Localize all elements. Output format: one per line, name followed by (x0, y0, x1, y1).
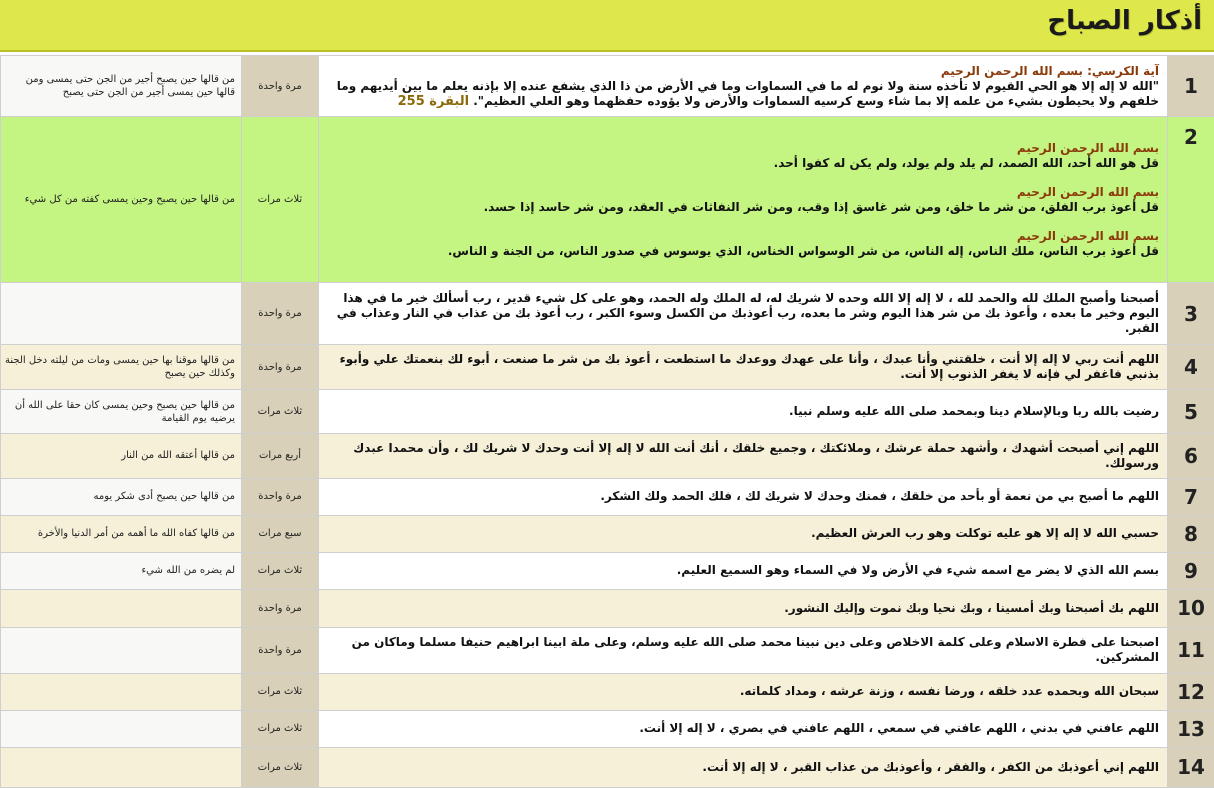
dhikr-text-cell: اللهم إني أصبحت أشهدك ، وأشهد حملة عرشك ، وملائكتك ، وجميع خلقك ، أنك أنت الله لا إله إلا أنت وحدك لا شريك لك ، وأن محمدا عبدك ورسولك. (319, 434, 1168, 478)
row-number: 5 (1168, 390, 1214, 434)
row-number: 7 (1168, 478, 1214, 515)
dhikr-text-cell: اللهم عافني في بدني ، اللهم عافني في سمعي ، اللهم عافني في بصري ، لا إله إلا أنت. (319, 710, 1168, 747)
dhikr-text-cell: سبحان الله وبحمده عدد خلقه ، ورضا نفسه ، وزنة عرشه ، ومداد كلماته. (319, 673, 1168, 710)
repetition-cell: ثلاث مرات (242, 710, 319, 747)
virtue-cell: لم يضره من الله شيء (1, 552, 242, 589)
row-number: 4 (1168, 345, 1214, 390)
virtue-cell (1, 710, 242, 747)
table-row (1, 673, 1214, 710)
virtue-cell: من قالها حين يصبح وحين يمسى كان حقا على الله أن يرضيه يوم القيامة (1, 390, 242, 434)
surah-falaq: قل أعوذ برب الفلق، من شر ما خلق، ومن شر غاسق إذا وقب، ومن شر النفاثات في العقد، ومن شر حاسد إذا حسد. (483, 199, 1159, 214)
repetition-cell: مرة واحدة (242, 283, 319, 345)
dhikr-text-cell (319, 117, 1168, 283)
table-row (1, 747, 1214, 787)
dhikr-text-cell: بسم الله الذي لا يضر مع اسمه شيء في الأرض ولا في السماء وهو السميع العليم. (319, 552, 1168, 589)
repetition-cell: مرة واحدة (242, 478, 319, 515)
table-row (1, 478, 1214, 515)
repetition-cell: أربع مرات (242, 434, 319, 478)
table-row (1, 117, 1214, 283)
table-row (1, 589, 1214, 627)
repetition-cell: مرة واحدة (242, 56, 319, 117)
virtue-cell (1, 673, 242, 710)
row-number: 13 (1168, 710, 1214, 747)
quran-reference: البقرة 255 (397, 93, 470, 109)
row-number: 1 (1168, 56, 1214, 117)
surah-ikhlas: قل هو الله أحد، الله الصمد، لم يلد ولم يولد، ولم يكن له كفوا أحد. (773, 155, 1159, 170)
table-row (1, 283, 1214, 345)
row-number: 8 (1168, 515, 1214, 552)
surah-nas: قل أعوذ برب الناس، ملك الناس، إله الناس، من شر الوسواس الخناس، الذي يوسوس في صدور الناس، من الجنة و الناس. (447, 243, 1159, 258)
repetition-cell: مرة واحدة (242, 627, 319, 673)
azkar-table (0, 55, 1214, 788)
header-bar (0, 0, 1214, 52)
row-number: 12 (1168, 673, 1214, 710)
virtue-cell: من قالها أعتقه الله من النار (1, 434, 242, 478)
virtue-cell: من قالها حين يصبح أجير من الجن حتى يمسى ومن قالها حين يمسى أجير من الجن حتى يصبح (1, 56, 242, 117)
dhikr-text-cell: اللهم بك أصبحنا وبك أمسينا ، وبك نحيا وبك نموت وإليك النشور. (319, 589, 1168, 627)
virtue-cell (1, 747, 242, 787)
virtue-cell (1, 589, 242, 627)
table-row (1, 515, 1214, 552)
ayat-kursi-heading: آية الكرسي: بسم الله الرحمن الرحيم (940, 63, 1159, 78)
repetition-cell: ثلاث مرات (242, 747, 319, 787)
repetition-cell: ثلاث مرات (242, 552, 319, 589)
repetition-cell: سبع مرات (242, 515, 319, 552)
virtue-cell (1, 283, 242, 345)
repetition-cell: ثلاث مرات (242, 390, 319, 434)
repetition-cell: ثلاث مرات (242, 673, 319, 710)
basmala: بسم الله الرحمن الرحيم (1016, 184, 1159, 199)
table-row (1, 710, 1214, 747)
dhikr-text-cell: اصبحنا على فطرة الاسلام وعلى كلمة الاخلاص وعلى دين نبينا محمد صلى الله عليه وسلم، وعلى ملة ابينا ابراهيم حنيفا مسلما وماكان من المشركين. (319, 627, 1168, 673)
row-number: 3 (1168, 283, 1214, 345)
repetition-cell: ثلاث مرات (242, 117, 319, 283)
dhikr-text-cell: حسبي الله لا إله إلا هو عليه توكلت وهو رب العرش العظيم. (319, 515, 1168, 552)
dhikr-text-cell: اللهم إني أعوذبك من الكفر ، والفقر ، وأعوذبك من عذاب القبر ، لا إله إلا أنت. (319, 747, 1168, 787)
table-row (1, 56, 1214, 117)
page-title: أذكار الصباح (1047, 6, 1202, 36)
dhikr-text-cell: أصبحنا وأصبح الملك لله والحمد لله ، لا إله إلا الله وحده لا شريك له، له الملك وله الحمد، وهو على كل شيء قدير ، رب أسألك خير ما في هذا اليوم وخير ما بعده ، وأعوذ بك من شر هذا اليوم وشر ما بعده، رب أعوذبك من الكسل وسوء الكبر ، رب أعوذ بك من عذاب في النار وعذاب في القبر. (319, 283, 1168, 345)
row-number: 6 (1168, 434, 1214, 478)
row-number: 11 (1168, 627, 1214, 673)
row-number: 14 (1168, 747, 1214, 787)
dhikr-text-cell (319, 56, 1168, 117)
repetition-cell: مرة واحدة (242, 345, 319, 390)
virtue-cell: من قالها موقنا بها حين يمسى ومات من ليلته دخل الجنة وكذلك حين يصبح (1, 345, 242, 390)
virtue-cell: من قالها حين يصبح أدى شكر يومه (1, 478, 242, 515)
table-row (1, 552, 1214, 589)
dhikr-text-cell: رضيت بالله ربا وبالإسلام دينا وبمحمد صلى الله عليه وسلم نبيا. (319, 390, 1168, 434)
table-row (1, 345, 1214, 390)
table-row (1, 434, 1214, 478)
row-number: 9 (1168, 552, 1214, 589)
row-number: 2 (1168, 117, 1214, 283)
table-row (1, 627, 1214, 673)
dhikr-text: "الله لا إله إلا هو الحي القيوم لا تأخذه سنة ولا نوم له ما في السماوات وما في الأرض من ذا الذي يشفع عنده إلا بإذنه يعلم ما بين أيديهم وما خلفهم ولا يحيطون بشيء من علمه إلا بما شاء وسع كرسيه السماوات والأرض ولا يؤوده حفظهما وهو العلي العظيم". (336, 78, 1159, 108)
virtue-cell (1, 627, 242, 673)
basmala: بسم الله الرحمن الرحيم (1016, 228, 1159, 243)
dhikr-text-cell: اللهم أنت ربي لا إله إلا أنت ، خلقتني وأنا عبدك ، وأنا على عهدك ووعدك ما استطعت ، أعوذ بك من شر ما صنعت ، أبوء لك بنعمتك علي وأبوء بذنبي فاغفر لي فإنه لا يغفر الذنوب إلا أنت. (319, 345, 1168, 390)
basmala: بسم الله الرحمن الرحيم (1016, 140, 1159, 155)
row-number: 10 (1168, 589, 1214, 627)
repetition-cell: مرة واحدة (242, 589, 319, 627)
dhikr-text-cell: اللهم ما أصبح بي من نعمة أو بأحد من خلقك ، فمنك وحدك لا شريك لك ، فلك الحمد ولك الشكر. (319, 478, 1168, 515)
virtue-cell: من قالها كفاه الله ما أهمه من أمر الدنيا والأخرة (1, 515, 242, 552)
table-row (1, 390, 1214, 434)
virtue-cell: من قالها حين يصبح وحين يمسى كفته من كل شيء (1, 117, 242, 283)
